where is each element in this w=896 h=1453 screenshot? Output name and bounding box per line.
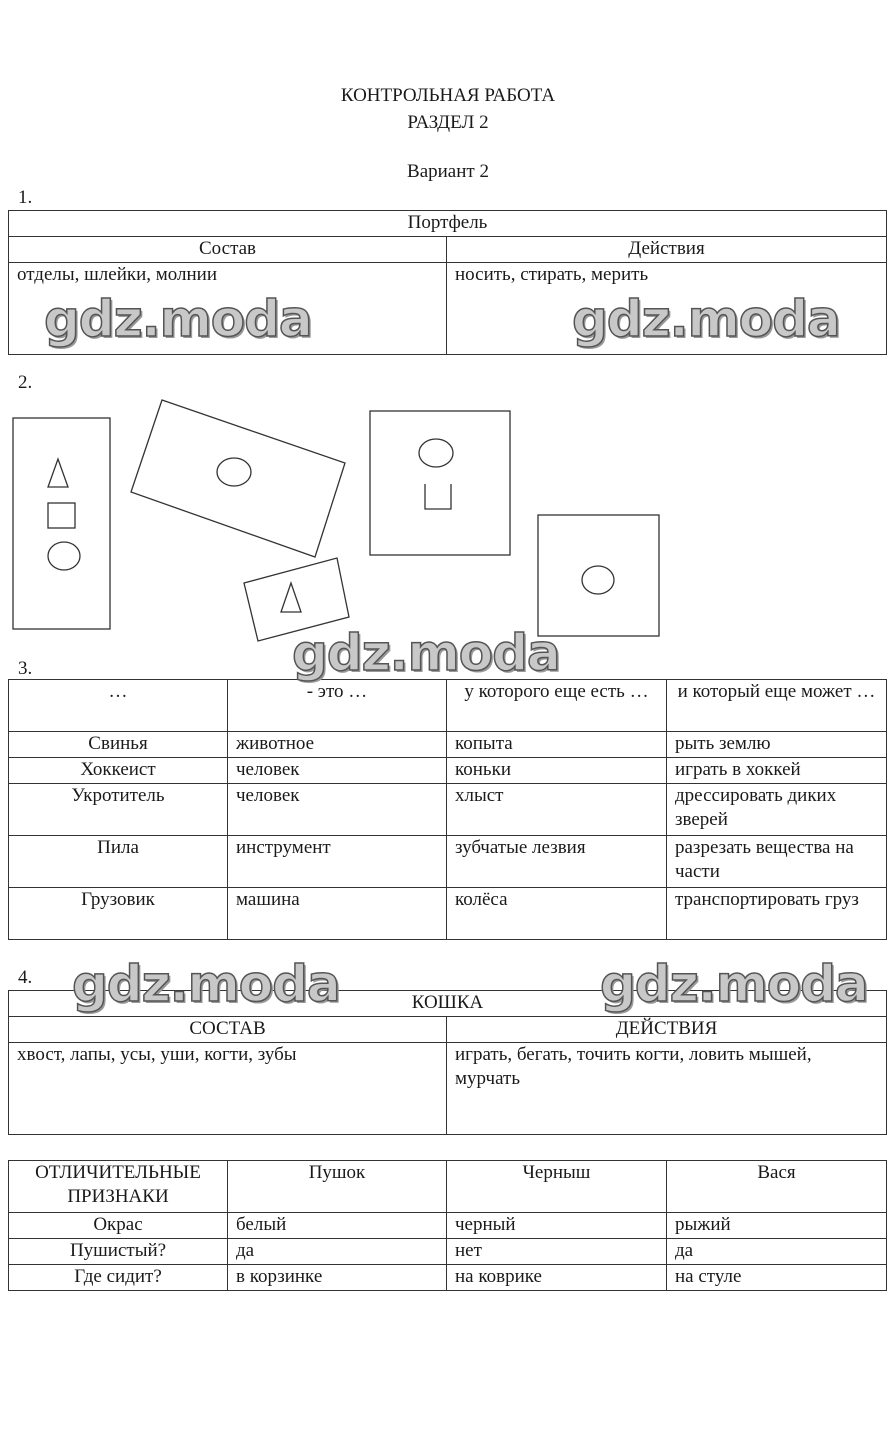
watermark: gdz.moda — [292, 624, 560, 682]
section-title: РАЗДЕЛ 2 — [407, 112, 489, 133]
watermark: gdz.moda — [572, 290, 840, 348]
cats-cell: Окрас — [9, 1213, 228, 1239]
task3-cell: человек — [228, 758, 447, 784]
task3-table — [8, 679, 887, 940]
cats-cell: на коврике — [447, 1265, 667, 1291]
task3-cell: колёса — [447, 888, 667, 940]
watermark: gdz.moda — [600, 955, 868, 1013]
task1-composition: отделы, шлейки, молнии — [9, 263, 447, 355]
task3-cell: коньки — [447, 758, 667, 784]
task3-cell: Пила — [9, 836, 228, 888]
task1-object: Портфель — [9, 211, 887, 237]
triangle-in-small-rectangle — [281, 583, 301, 612]
task4-composition: хвост, лапы, усы, уши, когти, зубы — [9, 1043, 447, 1135]
variant-label: Вариант 2 — [407, 161, 489, 182]
cats-header-3: Черныш — [447, 1161, 667, 1213]
cats-cell: белый — [228, 1213, 447, 1239]
task3-cell: транспортировать груз — [667, 888, 887, 940]
task1-actions: носить, стирать, мерить — [447, 263, 887, 355]
square-with-circle-and-cup — [370, 411, 510, 555]
table-row — [9, 1213, 887, 1239]
table-row — [9, 1239, 887, 1265]
task4-col2-header: ДЕЙСТВИЯ — [447, 1017, 887, 1043]
watermark: gdz.moda — [72, 955, 340, 1013]
watermark: gdz.moda — [44, 290, 312, 348]
task4-object: КОШКА — [9, 991, 887, 1017]
tall-rectangle — [13, 418, 110, 629]
cats-cell: нет — [447, 1239, 667, 1265]
task3-cell: инструмент — [228, 836, 447, 888]
task3-cell: рыть землю — [667, 732, 887, 758]
cats-cell: Пушистый? — [9, 1239, 228, 1265]
cats-comparison-table — [8, 1160, 887, 1291]
cats-cell: черный — [447, 1213, 667, 1239]
table-row — [9, 1265, 887, 1291]
table-row — [9, 758, 887, 784]
table-row — [9, 836, 887, 888]
cats-header-2: Пушок — [228, 1161, 447, 1213]
cats-header-4: Вася — [667, 1161, 887, 1213]
square-in-tall-rectangle — [48, 503, 75, 528]
task3-cell: хлыст — [447, 784, 667, 836]
task1-col2-header: Действия — [447, 237, 887, 263]
cup-shape — [425, 484, 451, 509]
circle-in-tall-rectangle — [48, 542, 80, 570]
task4-col1-header: СОСТАВ — [9, 1017, 447, 1043]
task4-number: 4. — [18, 967, 33, 988]
table-row — [9, 888, 887, 940]
task3-header-2: - это … — [228, 680, 447, 732]
cats-cell: да — [667, 1239, 887, 1265]
task3-cell: животное — [228, 732, 447, 758]
tilted-large-rectangle — [131, 400, 345, 557]
task3-header-4: и который еще может … — [667, 680, 887, 732]
task2-number: 2. — [18, 372, 33, 393]
table-row — [9, 784, 887, 836]
task2-shapes-figure — [0, 395, 896, 645]
circle-in-second-square — [582, 566, 614, 594]
cats-header-1: ОТЛИЧИТЕЛЬНЫЕ ПРИЗНАКИ — [9, 1161, 228, 1213]
task3-cell: зубчатые лезвия — [447, 836, 667, 888]
cats-cell: Где сидит? — [9, 1265, 228, 1291]
triangle-in-tall-rectangle — [48, 459, 68, 487]
cats-cell: на стуле — [667, 1265, 887, 1291]
square-with-circle — [538, 515, 659, 636]
task3-cell: Свинья — [9, 732, 228, 758]
task3-cell: человек — [228, 784, 447, 836]
task4-actions: играть, бегать, точить когти, ловить мышей, мурчать — [447, 1043, 887, 1135]
task3-cell: разрезать вещества на части — [667, 836, 887, 888]
task3-cell: копыта — [447, 732, 667, 758]
task3-header-1: … — [9, 680, 228, 732]
task3-header-3: у которого еще есть … — [447, 680, 667, 732]
task3-cell: Хоккеист — [9, 758, 228, 784]
task1-number: 1. — [18, 187, 33, 208]
cats-cell: в корзинке — [228, 1265, 447, 1291]
circle-in-tilted-rectangle — [217, 458, 251, 486]
cats-cell: да — [228, 1239, 447, 1265]
task3-number: 3. — [18, 658, 33, 679]
circle-in-square — [419, 439, 453, 467]
task3-cell: машина — [228, 888, 447, 940]
task3-cell: Укротитель — [9, 784, 228, 836]
cats-cell: рыжий — [667, 1213, 887, 1239]
table-row — [9, 732, 887, 758]
task3-cell: дрессировать диких зверей — [667, 784, 887, 836]
task1-col1-header: Состав — [9, 237, 447, 263]
page-title: КОНТРОЛЬНАЯ РАБОТА — [340, 85, 556, 106]
task3-cell: Грузовик — [9, 888, 228, 940]
task3-cell: играть в хоккей — [667, 758, 887, 784]
